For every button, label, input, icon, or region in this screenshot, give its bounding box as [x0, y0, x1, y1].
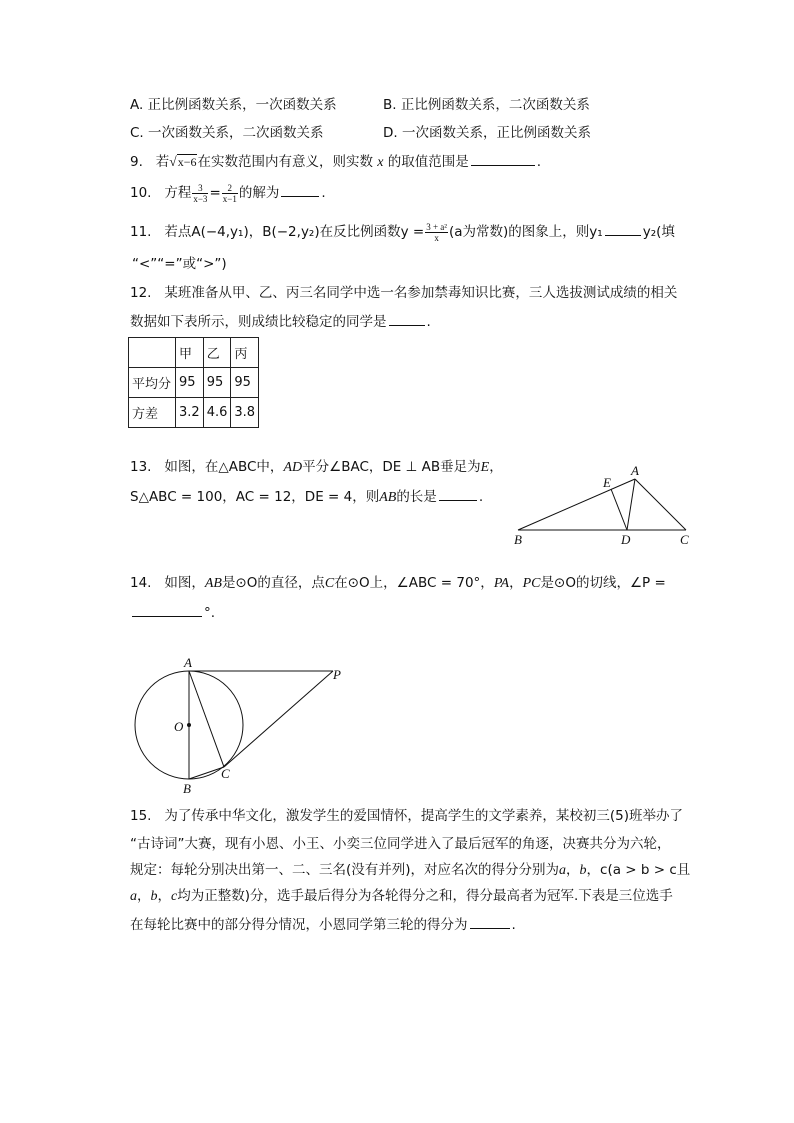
segment-de — [611, 489, 627, 530]
q14-end: °. — [204, 605, 216, 621]
q15-end: . — [511, 917, 516, 933]
question-9: 9. 若√x−6在实数范围内有意义，则实数 x 的取值范围是 . — [130, 151, 541, 173]
q14-pc: PC — [522, 576, 541, 591]
q13-e: E — [480, 460, 490, 475]
tangent-pc — [224, 671, 333, 767]
q11-number: 11. — [130, 224, 152, 240]
label-a: A — [184, 655, 192, 670]
label-b: B — [183, 781, 191, 796]
q15-line-5 — [130, 914, 516, 935]
table-cell: 4.6 — [203, 398, 231, 428]
table-cell: 平均分 — [129, 368, 176, 398]
table-cell: 3.2 — [176, 398, 204, 428]
q15-l4-sep1: ， — [137, 888, 151, 904]
q14-comma: ， — [509, 575, 523, 591]
q15-sep: ， — [566, 862, 580, 878]
q10-equals: = — [209, 185, 221, 201]
q15-l4-c: c — [171, 889, 178, 904]
segment-bc — [189, 767, 224, 779]
table-cell: 95 — [176, 368, 204, 398]
q12-line-1: 某班准备从甲、乙、丙三名同学中选一名参加禁毒知识比赛，三人选拔测试成绩的相关 — [164, 285, 678, 301]
q15-l4-b: b — [150, 889, 158, 904]
table-header-row — [129, 338, 259, 368]
question-10 — [130, 182, 326, 204]
segment-ac — [635, 479, 686, 530]
q13-number: 13. — [130, 459, 152, 475]
label-d: D — [621, 532, 631, 547]
q11-answer-blank[interactable] — [605, 221, 641, 236]
q14-mid3: 是⊙O的切线，∠P = — [540, 575, 666, 591]
q14-mid1: 是⊙O的直径，点 — [221, 575, 325, 591]
q11-post: (a为常数)的图象上，则y₁ — [448, 224, 603, 240]
q9-end: . — [536, 154, 542, 170]
score-table — [128, 337, 259, 428]
q9-mid: 在实数范围内有意义，则实数 — [197, 154, 373, 170]
q11-line-2: “<”“=”或“>”) — [132, 256, 227, 272]
question-12 — [130, 283, 677, 303]
q12-line-2-wrap — [130, 311, 431, 332]
q15-l3-post: ，c(a > b > c且 — [586, 862, 691, 878]
q15-l5: 在每轮比赛中的部分得分情况，小恩同学第三轮的得分为 — [130, 917, 468, 933]
q13-answer-blank[interactable] — [439, 486, 477, 501]
q10-end: . — [321, 185, 326, 201]
q13-pre: 如图，在△ABC中， — [164, 459, 284, 475]
q13-end: . — [478, 489, 484, 505]
label-a: A — [631, 463, 639, 478]
label-c: C — [680, 532, 689, 547]
table-cell: 3.8 — [231, 398, 259, 428]
q9-radicand: x−6 — [177, 155, 197, 169]
question-11 — [130, 221, 675, 243]
q10-number: 10. — [130, 185, 152, 201]
q15-var-b: b — [579, 863, 587, 878]
q12-end: . — [426, 314, 431, 330]
table-cell: 95 — [203, 368, 231, 398]
q9-pre: 若 — [155, 154, 170, 170]
question-13: 13. 如图，在△ABC中，AD平分∠BAC，DE ⊥ AB垂足为E， — [130, 459, 503, 475]
table-header-cell: 丙 — [231, 338, 259, 368]
option-d: D. 一次函数关系，正比例函数关系 — [383, 125, 591, 141]
label-p: P — [333, 667, 341, 682]
option-b: B. 正比例函数关系，二次函数关系 — [383, 97, 590, 113]
label-b: B — [514, 532, 522, 547]
q14-pre: 如图， — [164, 575, 205, 591]
q11-mid: y₂(填 — [642, 224, 675, 240]
q9-var: x — [377, 155, 384, 170]
q15-var-a: a — [559, 863, 567, 878]
label-o: O — [174, 719, 184, 734]
q13-ab: AB — [379, 490, 397, 505]
table-cell: 方差 — [129, 398, 176, 428]
q14-c: C — [324, 576, 335, 591]
q9-post: 的取值范围是 — [387, 154, 469, 170]
q10-fraction-1: $\frac{3}{x-3}$ — [193, 182, 208, 204]
q15-l4-post: 均为正整数)分，选手最后得分为各轮得分之和，得分最高者为冠军.下表是三位选手 — [177, 888, 673, 904]
q15-line-4 — [130, 886, 673, 907]
q14-answer-blank[interactable] — [132, 602, 202, 617]
q15-answer-blank[interactable] — [470, 914, 510, 929]
q15-number: 15. — [130, 808, 152, 824]
q15-line-3 — [130, 860, 690, 881]
center-dot — [187, 723, 191, 727]
q9-answer-blank[interactable] — [471, 151, 535, 166]
q13-l2-pre: S△ABC = 100，AC = 12，DE = 4，则 — [130, 489, 380, 505]
q12-line-2: 数据如下表所示，则成绩比较稳定的同学是 — [130, 314, 387, 330]
option-c: C. 一次函数关系，二次函数关系 — [130, 125, 324, 141]
option-a: A. 正比例函数关系，一次函数关系 — [130, 97, 337, 113]
q15-line-1: 为了传承中华文化，激发学生的爱国情怀，提高学生的文学素养，某校初三(5)班举办了 — [164, 808, 683, 824]
circle-figure — [128, 655, 353, 798]
table-header-cell: 乙 — [203, 338, 231, 368]
q10-fraction-2: $\frac{2}{x-1}$ — [222, 182, 237, 204]
q14-line-2 — [130, 602, 215, 623]
q15-l4-sep2: ， — [157, 888, 171, 904]
q15-line-2: “古诗词”大赛，现有小恩、小王、小奕三位同学进入了最后冠军的角逐，决赛共分为六轮， — [130, 836, 671, 852]
segment-ad — [627, 479, 635, 530]
q13-line-2 — [130, 486, 483, 508]
q10-answer-blank[interactable] — [281, 182, 319, 197]
q13-mid: 平分∠BAC，DE ⊥ AB垂足为 — [302, 459, 481, 475]
q12-number: 12. — [130, 285, 152, 301]
q12-answer-blank[interactable] — [389, 311, 425, 326]
q11-pre: 若点A(−4,y₁)，B(−2,y₂)在反比例函数y = — [164, 224, 425, 240]
table-row — [129, 368, 259, 398]
q15-l4-a: a — [130, 889, 137, 904]
triangle-figure — [510, 462, 700, 550]
question-14 — [130, 573, 666, 594]
q11-fraction: $\frac{\text{3 + a²}}{x}$ — [426, 221, 447, 243]
q9-number: 9. — [130, 154, 143, 170]
label-c: C — [221, 766, 230, 781]
q14-mid2: 在⊙O上，∠ABC = 70°， — [334, 575, 494, 591]
label-e: E — [603, 475, 611, 490]
q13-l2-post: 的长是 — [396, 489, 437, 505]
q14-ab: AB — [204, 576, 222, 591]
q10-pre: 方程 — [164, 185, 192, 201]
q10-post: 的解为 — [238, 185, 280, 201]
q14-pa: PA — [493, 576, 510, 591]
q14-number: 14. — [130, 575, 152, 591]
table-header-cell: 甲 — [176, 338, 204, 368]
q15-l3-pre: 规定：每轮分别决出第一、二、三名(没有并列)，对应名次的得分分别为 — [130, 862, 560, 878]
segment-ac — [189, 671, 224, 767]
table-row — [129, 398, 259, 428]
table-header-cell — [129, 338, 176, 368]
table-cell: 95 — [231, 368, 259, 398]
question-15 — [130, 806, 683, 826]
q13-ad: AD — [283, 460, 303, 475]
